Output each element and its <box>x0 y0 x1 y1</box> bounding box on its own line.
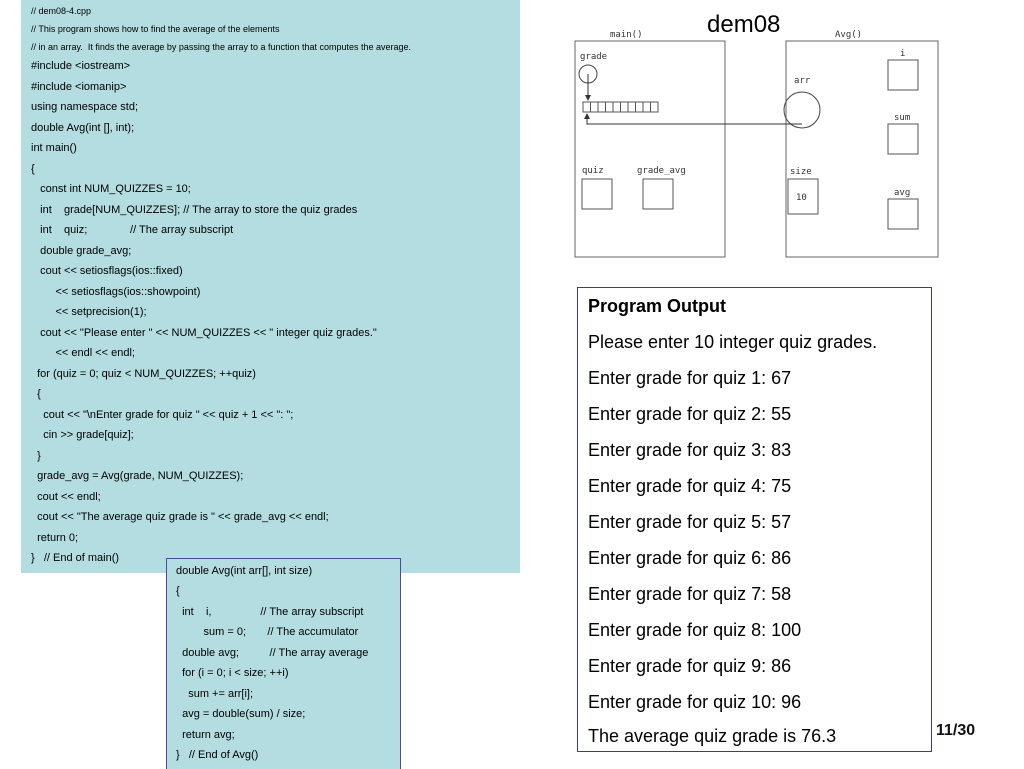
code-line: cout << "Please enter " << NUM_QUIZZES << " integer quiz grades." <box>31 327 377 339</box>
code-line: { <box>31 388 41 400</box>
code-line: } // End of main() <box>31 552 120 564</box>
code-line: // This program shows how to find the average of the elements <box>31 24 280 34</box>
main-frame <box>575 41 725 257</box>
output-line: Enter grade for quiz 2: 55 <box>588 404 792 424</box>
i-label: i <box>900 49 906 59</box>
quiz-label: quiz <box>582 166 604 176</box>
memory-diagram <box>560 0 960 270</box>
code-line: << endl << endl; <box>31 347 135 359</box>
code-line: int quiz; // The array subscript <box>31 224 234 236</box>
code-line: int main() <box>31 142 77 154</box>
code-line: cout << "\nEnter grade for quiz " << quiz + 1 << ": "; <box>31 409 294 421</box>
i-box <box>888 60 918 90</box>
output-line: The average quiz grade is 76.3 <box>588 726 837 746</box>
output-line: Enter grade for quiz 6: 86 <box>588 548 792 568</box>
code-line: sum = 0; // The accumulator <box>176 626 359 638</box>
output-line: Enter grade for quiz 7: 58 <box>588 584 792 604</box>
code-line: // in an array. It finds the average by passing the array to a function that computes the average. <box>31 42 412 52</box>
sum-label: sum <box>894 113 911 123</box>
code-line: cout << endl; <box>31 491 101 503</box>
code-line: for (i = 0; i < size; ++i) <box>176 667 289 679</box>
code-line: cout << setiosflags(ios::fixed) <box>31 265 183 277</box>
output-line: Please enter 10 integer quiz grades. <box>588 332 878 352</box>
code-line: grade_avg = Avg(grade, NUM_QUIZZES); <box>31 470 244 482</box>
main-frame-label: main() <box>610 30 643 40</box>
size-label: size <box>790 167 812 177</box>
code-line: } <box>31 450 41 462</box>
program-output-box <box>577 287 932 752</box>
code-line: #include <iomanip> <box>31 81 127 93</box>
grade-avg-label: grade_avg <box>637 166 686 176</box>
code-line: #include <iostream> <box>31 60 131 72</box>
code-line: double Avg(int [], int); <box>31 122 135 134</box>
output-line: Enter grade for quiz 5: 57 <box>588 512 792 532</box>
output-line: Enter grade for quiz 4: 75 <box>588 476 792 496</box>
avg-frame-label: Avg() <box>835 30 863 40</box>
code-line: return 0; <box>31 532 79 544</box>
page-number: 11/30 <box>936 722 976 739</box>
code-line: using namespace std; <box>31 101 139 113</box>
avg-function-panel <box>166 558 401 769</box>
grade-label: grade <box>580 52 608 62</box>
sum-box <box>888 124 918 154</box>
code-line: << setiosflags(ios::showpoint) <box>31 286 201 298</box>
arr-label: arr <box>794 76 811 86</box>
size-value: 10 <box>796 193 807 203</box>
avg-box <box>888 199 918 229</box>
avg-label: avg <box>894 188 911 198</box>
code-line: { <box>31 163 35 175</box>
code-line: sum += arr[i]; <box>176 688 254 700</box>
code-line: const int NUM_QUIZZES = 10; <box>31 183 191 195</box>
quiz-box <box>582 179 612 209</box>
code-line: int i, // The array subscript <box>176 606 364 618</box>
output-heading: Program Output <box>588 296 726 316</box>
code-line: cout << "The average quiz grade is " << grade_avg << endl; <box>31 511 329 523</box>
code-line: double Avg(int arr[], int size) <box>176 565 313 577</box>
output-line: Enter grade for quiz 1: 67 <box>588 368 792 388</box>
diagram-title: dem08 <box>707 11 781 38</box>
code-line: return avg; <box>176 729 235 741</box>
code-line: avg = double(sum) / size; <box>176 708 306 720</box>
code-line: for (quiz = 0; quiz < NUM_QUIZZES; ++quiz) <box>31 368 256 380</box>
code-line: // dem08-4.cpp <box>31 6 92 16</box>
grade-avg-box <box>643 179 673 209</box>
code-line: << setprecision(1); <box>31 306 147 318</box>
code-line: } // End of Avg() <box>176 749 259 761</box>
output-line: Enter grade for quiz 10: 96 <box>588 692 802 712</box>
output-line: Enter grade for quiz 8: 100 <box>588 620 802 640</box>
code-line: int grade[NUM_QUIZZES]; // The array to store the quiz grades <box>31 204 358 216</box>
arr-pointer-circle <box>784 92 820 128</box>
arr-pointer-arrow <box>587 116 802 124</box>
code-line: double grade_avg; <box>31 245 132 257</box>
code-line: cin >> grade[quiz]; <box>31 429 134 441</box>
main-code-panel <box>21 0 520 573</box>
code-line: { <box>176 585 180 597</box>
output-line: Enter grade for quiz 3: 83 <box>588 440 792 460</box>
output-line: Enter grade for quiz 9: 86 <box>588 656 792 676</box>
grade-array <box>583 102 658 112</box>
code-line: double avg; // The array average <box>176 647 369 659</box>
avg-frame <box>786 41 938 257</box>
